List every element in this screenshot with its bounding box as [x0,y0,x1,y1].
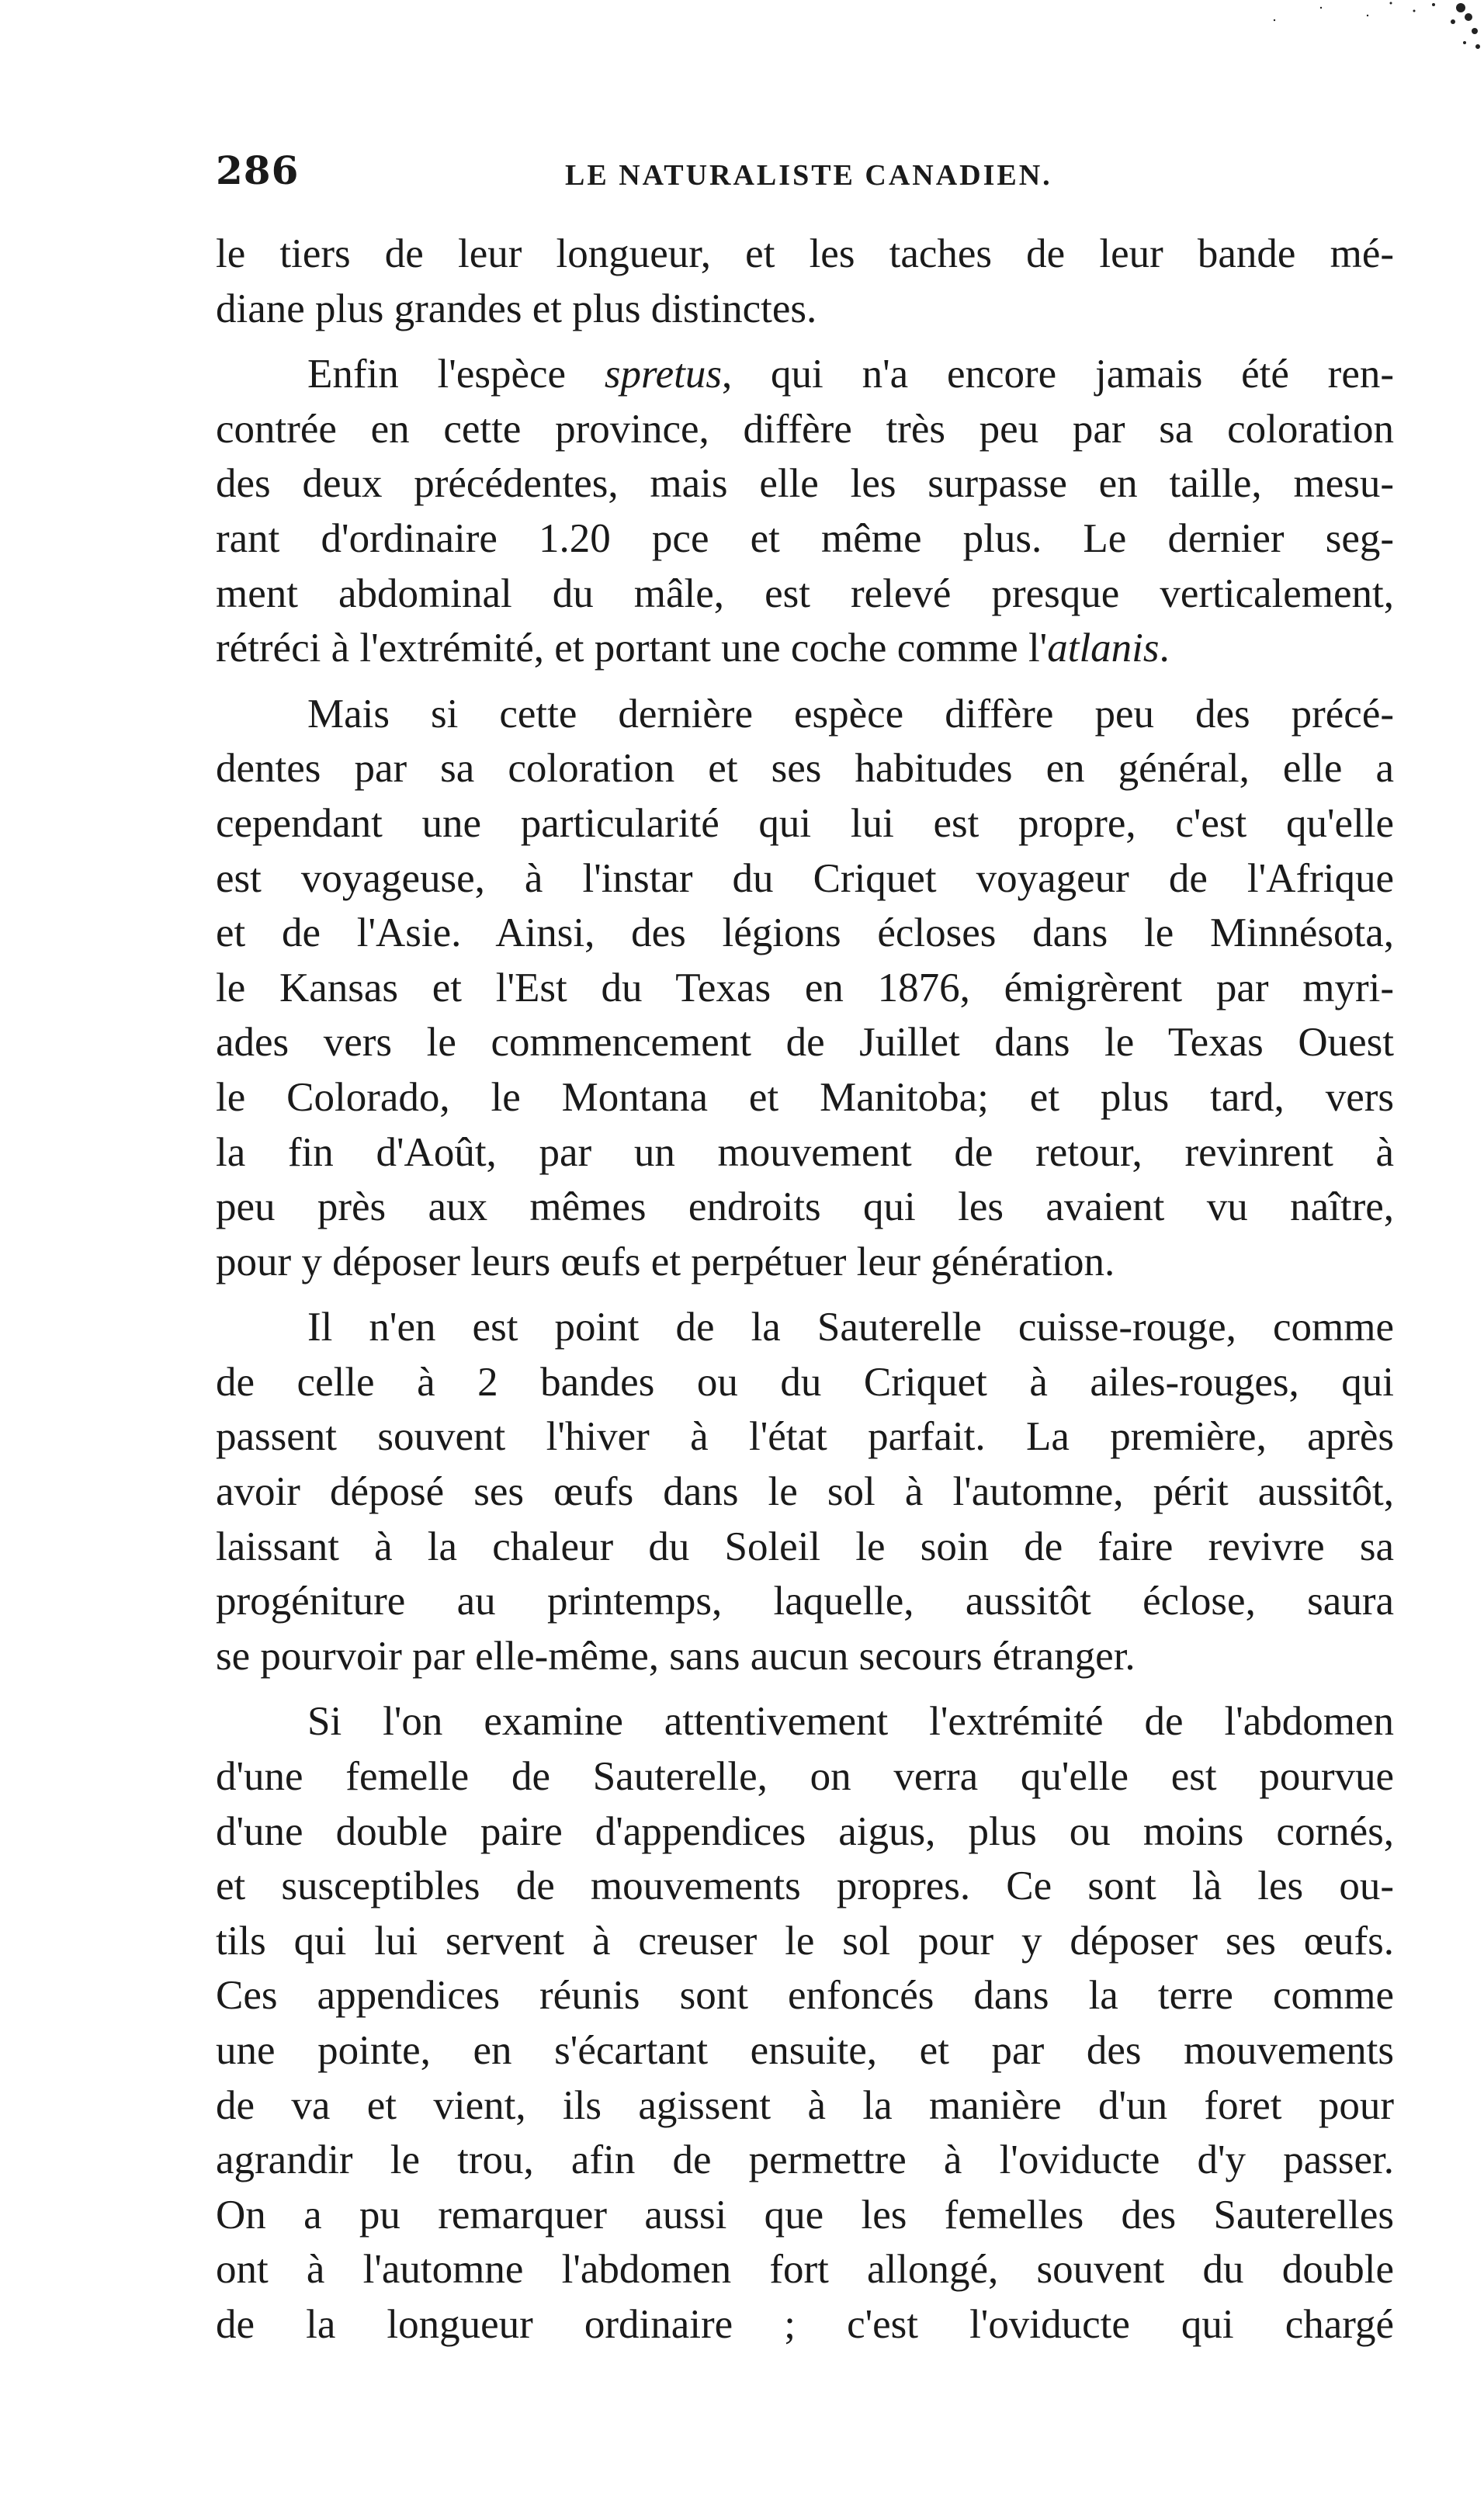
paragraph [216,1300,1394,1683]
text-line: et de l'Asie. Ainsi, des légions écloses dans le Minnésota, [216,910,1394,956]
text-line: diane plus grandes et plus distinctes. [216,286,817,331]
text-line: rant d'ordinaire 1.20 pce et même plus. Le dernier seg- [216,515,1394,561]
text-line: des deux précédentes, mais elle les surpasse en taille, mesu- [216,461,1394,507]
italic-term: spretus [604,352,723,397]
journal-title: LE NATURALISTE CANADIEN. [565,159,1052,192]
text-line: de la longueur ordinaire ; c'est l'oviducte qui chargé [216,2301,1394,2347]
text-line: laissant à la chaleur du Soleil le soin de faire revivre sa [216,1524,1394,1569]
body-text [216,227,1394,2363]
text-line: le Kansas et l'Est du Texas en 1876, émigrèrent par myri- [216,965,1394,1011]
text-line: On a pu remarquer aussi que les femelles des Sauterelles [216,2192,1394,2238]
text-line: est voyageuse, à l'instar du Criquet voyageur de l'Afrique [216,855,1394,901]
text-line: avoir déposé ses œufs dans le sol à l'automne, périt aussitôt, [216,1469,1394,1515]
running-head [216,147,1411,202]
italic-term: atlanis [1047,626,1160,671]
text-line: rétréci à l'extrémité, et portant une coche comme l'atlanis. [216,626,1170,671]
text-line: passent souvent l'hiver à l'état parfait. La première, après [216,1414,1394,1460]
text-line: se pourvoir par elle-même, sans aucun secours étranger. [216,1633,1136,1679]
text-line: de celle à 2 bandes ou du Criquet à ailes-rouges, qui [216,1359,1394,1405]
text-line: Il n'en est point de la Sauterelle cuisse-rouge, comme [307,1305,1394,1350]
text-line: d'une double paire d'appendices aigus, plus ou moins cornés, [216,1808,1394,1854]
text-line: une pointe, en s'écartant ensuite, et par des mouvements [216,2028,1394,2073]
text-line: tils qui lui servent à creuser le sol pour y déposer ses œufs. [216,1918,1394,1964]
text-line: dentes par sa coloration et ses habitudes en général, elle a [216,746,1394,792]
text-line: ment abdominal du mâle, est relevé presque verticalement, [216,570,1394,616]
paragraph [216,227,1394,336]
text-line: Mais si cette dernière espèce diffère peu des précé- [307,691,1394,737]
text-line: agrandir le trou, afin de permettre à l'oviducte d'y passer. [216,2137,1394,2183]
paragraph [216,347,1394,676]
text-line: de va et vient, ils agissent à la manière d'un foret pour [216,2082,1394,2128]
scan-noise [1228,0,1484,70]
text-line: le tiers de leur longueur, et les taches de leur bande mé- [216,231,1394,276]
text-line: ades vers le commencement de Juillet dans le Texas Ouest [216,1020,1394,1066]
text-line: progéniture au printemps, laquelle, aussitôt éclose, saura [216,1579,1394,1624]
text-line: d'une femelle de Sauterelle, on verra qu'elle est pourvue [216,1754,1394,1800]
text-line: Ces appendices réunis sont enfoncés dans la terre comme [216,1973,1394,2019]
text-line: pour y déposer leurs œufs et perpétuer leur génération. [216,1239,1115,1284]
text-line: le Colorado, le Montana et Manitoba; et plus tard, vers [216,1074,1394,1120]
text-line: ont à l'automne l'abdomen fort allongé, souvent du double [216,2247,1394,2293]
text-line: et susceptibles de mouvements propres. Ce sont là les ou- [216,1863,1394,1909]
text-line: Enfin l'espèce spretus, qui n'a encore jamais été ren- [307,352,1394,397]
text-line: la fin d'Août, par un mouvement de retour, revinrent à [216,1129,1394,1175]
text-line: contrée en cette province, diffère très peu par sa coloration [216,406,1394,452]
paragraph [216,687,1394,1290]
text-line: peu près aux mêmes endroits qui les avaient vu naître, [216,1184,1394,1230]
paragraph [216,1694,1394,2352]
text-line: cependant une particularité qui lui est propre, c'est qu'elle [216,800,1394,846]
text-line: Si l'on examine attentivement l'extrémité de l'abdomen [307,1699,1394,1745]
page-number: 286 [216,147,300,193]
